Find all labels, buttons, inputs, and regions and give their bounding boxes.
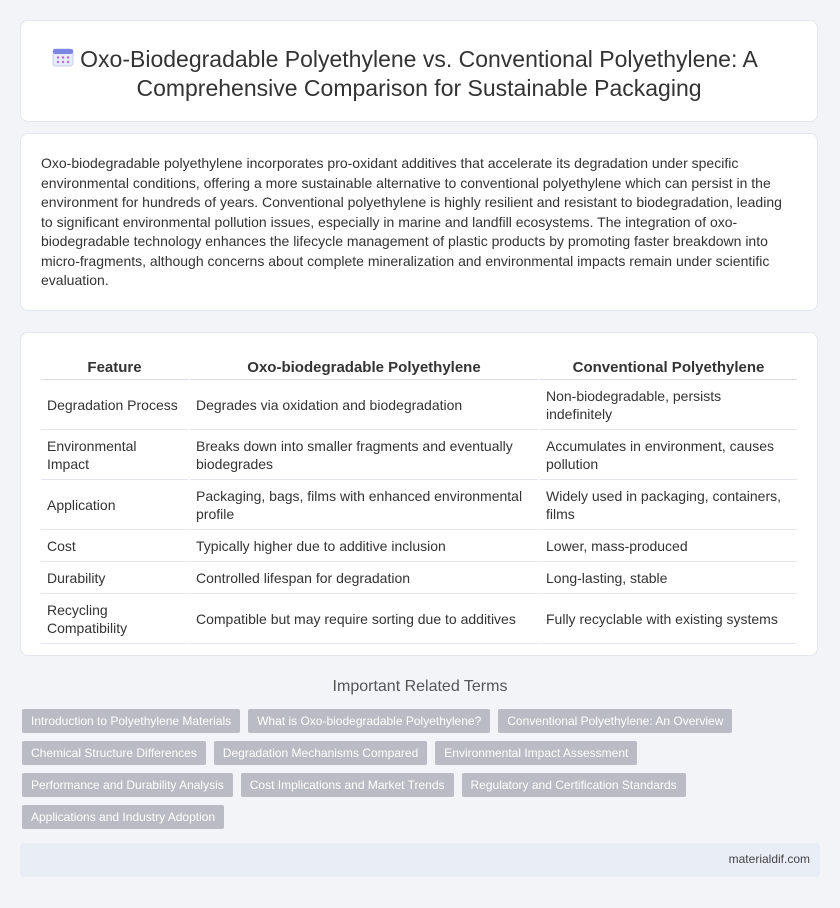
column-header-conventional: Conventional Polyethylene: [539, 353, 797, 380]
table-header-row: [41, 353, 797, 380]
table-cell-feature: Application: [41, 480, 189, 530]
table-cell-conventional: Fully recyclable with existing systems: [539, 594, 797, 644]
related-terms-list: [22, 709, 802, 837]
table-cell-conventional: Lower, mass-produced: [539, 530, 797, 562]
table-cell-conventional: Widely used in packaging, containers, films: [539, 480, 797, 530]
table-cell-conventional: Non-biodegradable, persists indefinitely: [539, 380, 797, 430]
related-term-tag[interactable]: Applications and Industry Adoption: [22, 805, 224, 829]
related-term-tag[interactable]: What is Oxo-biodegradable Polyethylene?: [248, 709, 490, 733]
table-cell-oxo: Degrades via oxidation and biodegradation: [189, 380, 539, 430]
table-row: [41, 562, 797, 594]
table-cell-feature: Cost: [41, 530, 189, 562]
related-terms-heading: Important Related Terms: [332, 678, 508, 695]
comparison-card: [20, 332, 818, 656]
column-header-feature: Feature: [41, 353, 189, 380]
table-cell-oxo: Compatible but may require sorting due to additives: [189, 594, 539, 644]
table-cell-conventional: Accumulates in environment, causes pollution: [539, 430, 797, 480]
table-row: [41, 530, 797, 562]
comparison-table: [41, 353, 797, 644]
table-cell-feature: Durability: [41, 562, 189, 594]
table-row: [41, 480, 797, 530]
related-term-tag[interactable]: Introduction to Polyethylene Materials: [22, 709, 240, 733]
table-row: [41, 380, 797, 430]
related-term-tag[interactable]: Environmental Impact Assessment: [435, 741, 637, 765]
table-cell-oxo: Breaks down into smaller fragments and eventually biodegrades: [189, 430, 539, 480]
related-term-tag[interactable]: Chemical Structure Differences: [22, 741, 206, 765]
table-row: [41, 430, 797, 480]
table-cell-oxo: Packaging, bags, films with enhanced environmental profile: [189, 480, 539, 530]
column-header-oxo: Oxo-biodegradable Polyethylene: [189, 353, 539, 380]
related-term-tag[interactable]: Cost Implications and Market Trends: [241, 773, 454, 797]
table-cell-oxo: Typically higher due to additive inclusion: [189, 530, 539, 562]
footer: [20, 843, 820, 877]
table-cell-feature: Environmental Impact: [41, 430, 189, 480]
related-term-tag[interactable]: Performance and Durability Analysis: [22, 773, 233, 797]
footer-site-name[interactable]: materialdif.com: [728, 852, 810, 866]
related-term-tag[interactable]: Regulatory and Certification Standards: [462, 773, 686, 797]
intro-card: [20, 133, 818, 311]
table-cell-feature: Recycling Compatibility: [41, 594, 189, 644]
table-cell-feature: Degradation Process: [41, 380, 189, 430]
table-cell-oxo: Controlled lifespan for degradation: [189, 562, 539, 594]
related-term-tag[interactable]: Degradation Mechanisms Compared: [214, 741, 427, 765]
header-card: [20, 20, 818, 122]
page-title: Oxo-Biodegradable Polyethylene vs. Conventional Polyethylene: A Comprehensive Comparison for Sustainable Packaging: [80, 46, 758, 101]
table-row: [41, 594, 797, 644]
intro-paragraph: Oxo-biodegradable polyethylene incorporates pro-oxidant additives that accelerate its degradation under specific environmental conditions, offering a more sustainable alternative to conventional polyethylene which can persist in the environment for hundreds of years. Conventional polyethylene is highly resilient and resistant to biodegradation, leading to significant environmental pollution issues, especially in marine and landfill ecosystems. The integration of oxo-biodegradable technology enhances the lifecycle management of plastic products by promoting faster breakdown into micro-fragments, although concerns about complete mineralization and environmental impacts remain under scientific evaluation.: [41, 155, 782, 288]
related-term-tag[interactable]: Conventional Polyethylene: An Overview: [498, 709, 732, 733]
table-cell-conventional: Long-lasting, stable: [539, 562, 797, 594]
